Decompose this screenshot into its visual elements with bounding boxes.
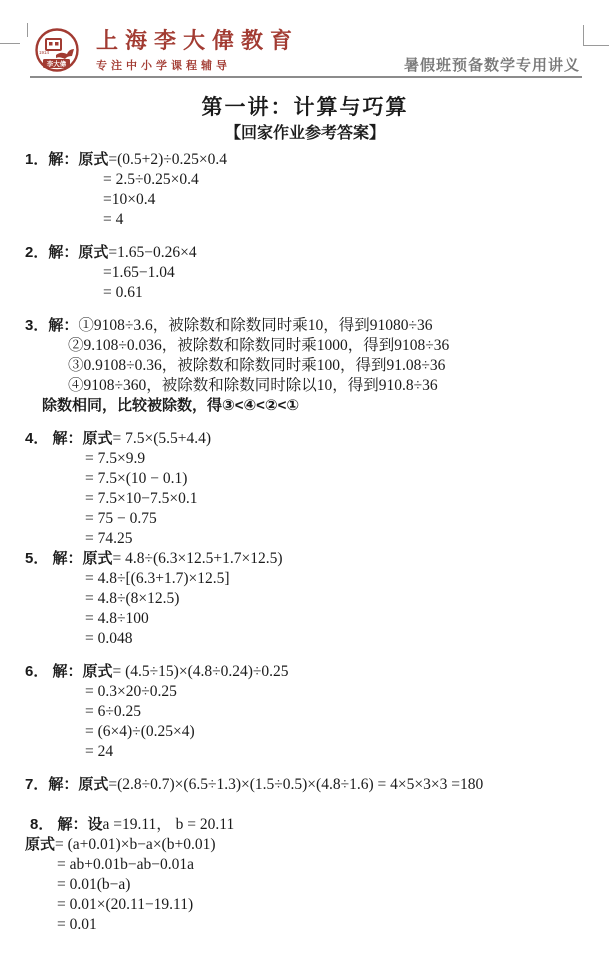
line-label: 除数相同，比较被除数，得③<④<②<①	[42, 397, 300, 414]
solution-line	[25, 875, 595, 895]
solution-line	[25, 629, 595, 649]
solution-line	[25, 509, 595, 529]
line-math: ④9108÷360，被除数和除数同时除以10，得到910.8÷36	[68, 377, 438, 394]
line-math: = 6÷0.25	[85, 703, 141, 720]
solution-line	[25, 702, 595, 722]
line-math: = (a+0.01)×b−a×(b+0.01)	[55, 836, 216, 853]
line-math: = 7.5×(5.5+4.4)	[112, 430, 212, 447]
svg-text:李大偉: 李大偉	[46, 61, 67, 68]
problems-list	[25, 150, 595, 935]
header-divider	[30, 76, 582, 78]
line-math: = 74.25	[85, 530, 133, 547]
line-math: = 4.8÷100	[85, 610, 149, 627]
line-math: = 0.01	[57, 916, 97, 933]
line-math: = ab+0.01b−ab−0.01a	[57, 856, 194, 873]
solution-line	[25, 283, 595, 303]
line-math: = 0.01(b−a)	[57, 876, 131, 893]
line-label: 2．解：原式	[25, 244, 109, 261]
solution-line	[25, 150, 595, 170]
brand-name: 上海李大偉教育	[96, 28, 300, 53]
line-math: = 4.8÷(6.3×12.5+1.7×12.5)	[112, 550, 283, 567]
solution-line	[25, 316, 595, 336]
problem-8	[25, 815, 595, 935]
solution-line	[25, 895, 595, 915]
page-subtitle: 【回家作业参考答案】	[224, 125, 385, 142]
line-math: a =19.11， b = 20.11	[102, 816, 235, 833]
school-seal-icon	[34, 28, 80, 74]
brand-block	[96, 28, 299, 73]
line-label: 4． 解：原式	[25, 430, 113, 447]
solution-line	[25, 835, 595, 855]
solution-line	[25, 662, 595, 682]
line-math: = 24	[85, 743, 114, 760]
line-math: ②9.108÷0.036，被除数和除数同时乘1000，得到9108÷36	[68, 337, 450, 354]
line-label: 1．解：原式	[25, 151, 109, 168]
line-label: 5． 解：原式	[25, 550, 113, 567]
line-math: = 7.5×9.9	[85, 450, 146, 467]
solution-line	[25, 489, 595, 509]
solution-line	[25, 396, 595, 416]
solution-line	[25, 170, 595, 190]
line-math: = (4.5÷15)×(4.8÷0.24)÷0.25	[112, 663, 289, 680]
problem-6	[25, 662, 595, 762]
solution-line	[25, 336, 595, 356]
line-label: 7．解：原式	[25, 776, 109, 793]
solution-line	[25, 915, 595, 935]
solution-line	[25, 609, 595, 629]
problem-4	[25, 429, 595, 549]
line-label: 6． 解：原式	[25, 663, 113, 680]
line-math: = 0.01×(20.11−19.11)	[57, 896, 194, 913]
solution-line	[25, 356, 595, 376]
solution-line	[25, 589, 595, 609]
line-math: =1.65−0.26×4	[108, 244, 197, 261]
line-math: = 0.61	[103, 284, 143, 301]
line-math: =(0.5+2)÷0.25×0.4	[108, 151, 228, 168]
line-math: = 0.048	[85, 630, 133, 647]
problem-2	[25, 243, 595, 303]
line-math: =1.65−1.04	[103, 264, 175, 281]
line-label: 8． 解：设	[30, 816, 103, 833]
line-math: =(2.8÷0.7)×(6.5÷1.3)×(1.5÷0.5)×(4.8÷1.6) = 4×5×3×3 =180	[108, 776, 484, 793]
solution-line	[25, 429, 595, 449]
solution-line	[25, 190, 595, 210]
page-header	[0, 0, 610, 78]
line-math: = 4.8÷[(6.3+1.7)×12.5]	[85, 570, 230, 587]
solution-line	[25, 815, 595, 835]
line-math: = 4.8÷(8×12.5)	[85, 590, 180, 607]
line-math: = 7.5×(10 − 0.1)	[85, 470, 188, 487]
svg-text:1914: 1914	[39, 50, 50, 55]
solution-line	[25, 722, 595, 742]
solution-line	[25, 243, 595, 263]
problem-5	[25, 549, 595, 649]
brand-tagline: 专注中小学课程辅导	[96, 60, 231, 72]
solution-line	[25, 569, 595, 589]
solution-line	[25, 682, 595, 702]
solution-line	[25, 210, 595, 230]
problem-3	[25, 316, 595, 416]
line-math: =10×0.4	[103, 191, 156, 208]
line-math: = (6×4)÷(0.25×4)	[85, 723, 195, 740]
solution-line	[25, 376, 595, 396]
solution-line	[25, 855, 595, 875]
solution-line	[25, 549, 595, 569]
solution-line	[25, 469, 595, 489]
header-course-note: 暑假班预备数学专用讲义	[403, 57, 580, 74]
problem-1	[25, 150, 595, 230]
line-label: 3．解：	[25, 317, 79, 334]
problem-7	[25, 775, 595, 795]
line-label: 原式	[25, 836, 56, 853]
solution-line	[25, 449, 595, 469]
line-math: = 4	[103, 211, 124, 228]
line-math: = 75 − 0.75	[85, 510, 157, 527]
solution-line	[25, 529, 595, 549]
solution-line	[25, 742, 595, 762]
line-math: = 2.5÷0.25×0.4	[103, 171, 199, 188]
solution-line	[25, 263, 595, 283]
line-math: ③0.9108÷0.36，被除数和除数同时乘100，得到91.08÷36	[68, 357, 446, 374]
line-math: = 7.5×10−7.5×0.1	[85, 490, 198, 507]
line-math: ①9108÷3.6，被除数和除数同时乘10，得到91080÷36	[78, 317, 433, 334]
line-math: = 0.3×20÷0.25	[85, 683, 177, 700]
solution-line	[25, 775, 595, 795]
page-title: 第一讲：计算与巧算	[201, 96, 409, 119]
